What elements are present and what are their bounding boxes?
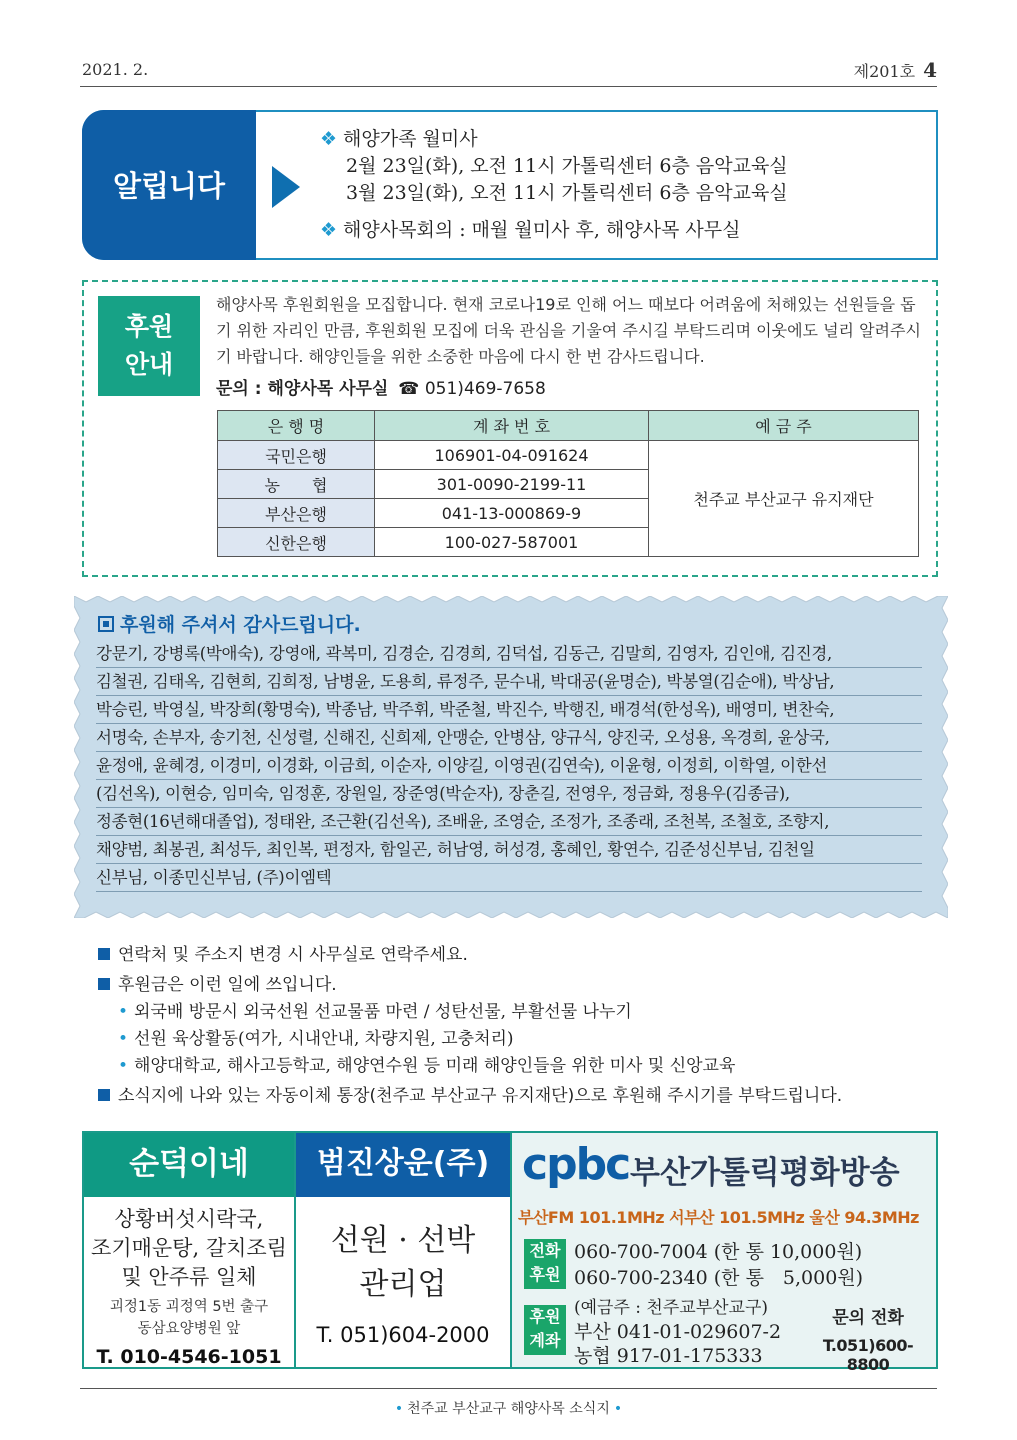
footer-divider (80, 1388, 937, 1389)
donor-line: 강문기, 강병록(박애숙), 강영애, 곽복미, 김경순, 김경희, 김덕섭, 김동근, 김말희, 김영자, 김인애, 김진경, (96, 640, 922, 668)
tag-line: 계좌 (529, 1331, 561, 1350)
notice-item-title: 해양가족 월미사 (343, 128, 478, 150)
table-row (218, 441, 919, 470)
info-bullet-text: 소식지에 나와 있는 자동이체 통장(천주교 부산교구 유지재단)으로 후원해 주시기를 부탁드립니다. (118, 1086, 843, 1106)
donation-info-box (82, 280, 938, 577)
bank-name: 신한은행 (218, 528, 375, 557)
ad-broadcast (512, 1133, 936, 1374)
account-number: 301-0090-2199-11 (375, 470, 649, 499)
notice-item (320, 217, 788, 244)
column-header: 은 행 명 (218, 411, 375, 441)
notice-body (320, 126, 788, 244)
thanks-panel (74, 596, 948, 918)
table-header-row (218, 411, 919, 441)
square-bullet-icon (98, 1089, 110, 1101)
donation-badge-line: 안내 (124, 350, 174, 379)
contact-phone: ☎ 051)469-7658 (398, 379, 546, 399)
info-bullet (98, 970, 337, 995)
play-arrow-icon (272, 166, 300, 208)
ad-shipping-service (296, 1219, 510, 1307)
account-table (217, 410, 919, 557)
square-bullet-icon (98, 978, 110, 990)
notice-item-title: 해양사목회의 : 매월 월미사 후, 해양사목 사무실 (343, 219, 741, 241)
issue-date: 2021. 2. (82, 60, 149, 79)
column-header: 예 금 주 (649, 411, 919, 441)
usage-item-text: 선원 육상활동(여가, 시내안내, 차량지원, 고충처리) (134, 1029, 514, 1049)
donation-contact (216, 374, 546, 399)
account-owner-line: (예금주 : 천주교부산교구) (574, 1298, 769, 1318)
account-owner: 천주교 부산교구 유지재단 (649, 441, 919, 557)
dot-icon: • (613, 1401, 623, 1417)
info-bullet-text: 연락처 및 주소지 변경 시 사무실로 연락주세요. (118, 945, 468, 965)
donor-line: 김철권, 김태옥, 김현희, 김희정, 남병윤, 도용희, 류정주, 문수내, 박대공(윤명순), 박봉열(김순애), 박상남, (96, 668, 922, 696)
thanks-title-text: 후원해 주셔서 감사드립니다. (120, 614, 361, 636)
issue-number (854, 58, 937, 82)
donor-line: (김선옥), 이현승, 임미숙, 임정훈, 장원일, 장준영(박순자), 장춘길, 전영우, 정금화, 정용우(김종금), (96, 780, 922, 808)
inquiry-tel: T.051)600-8800 (822, 1336, 914, 1374)
donor-line: 서명숙, 손부자, 송기천, 신성렬, 신해진, 신희제, 안맹순, 안병삼, 양규식, 양진국, 오성용, 옥경희, 윤상국, (96, 724, 922, 752)
info-bullet-text: 후원금은 이런 일에 쓰입니다. (118, 975, 337, 995)
account-line: 농협 917-01-175333 (574, 1345, 763, 1367)
notice-label: 알립니다 (112, 169, 226, 203)
tag-line: 후원 (529, 1265, 561, 1284)
inquiry-box (808, 1303, 928, 1374)
account-number: 041-13-000869-9 (375, 499, 649, 528)
notice-box (82, 110, 938, 260)
donation-description: 해양사목 후원회원을 모집합니다. 현재 코로나19로 인해 어느 때보다 어려움에 처해있는 선원들을 돕기 위한 자리인 만큼, 후원회원 모집에 더욱 관심을 기울여 주시길 부탁드리며 이웃에도 널리 알려주시기 바랍니다. 해양인들을 위한 소중한 마음에 다시 한 번 감사드립니다. (216, 295, 921, 366)
bank-name: 국민은행 (218, 441, 375, 470)
ad-frequencies: 부산FM 101.1MHz 서부산 101.5MHz 울산 94.3MHz (518, 1208, 919, 1227)
ad-service-line: 관리업 (359, 1267, 447, 1302)
dot-bullet-icon: • (118, 1056, 129, 1076)
ads-panel (82, 1131, 938, 1374)
dot-bullet-icon: • (118, 1002, 129, 1022)
dot-icon: • (394, 1401, 404, 1417)
ad-broadcast-header (512, 1133, 936, 1197)
ad-menu-line: 상황버섯시락국, (114, 1207, 264, 1231)
donor-line: 박승린, 박영실, 박장희(황명숙), 박종남, 박주휘, 박준철, 박진수, 박행진, 배경석(한성옥), 배영미, 변찬숙, (96, 696, 922, 724)
ad-restaurant-name: 순덕이네 (84, 1133, 294, 1197)
call-donation-line: 060-700-7004 (한 통 10,000원) (574, 1241, 863, 1263)
account-donation-tag (524, 1305, 566, 1355)
header-divider (80, 86, 937, 87)
square-bullet-icon (98, 616, 114, 632)
dot-bullet-icon: • (118, 1029, 129, 1049)
donor-line: 신부님, 이종민신부님, (주)이엠텍 (96, 864, 922, 892)
donor-line: 정종현(16년해대졸업), 정태완, 조근환(김선옥), 조배윤, 조영순, 조정가, 조종래, 조천복, 조철호, 조향지, (96, 808, 922, 836)
cpbc-logo: cpbc (522, 1139, 630, 1190)
bank-name: 부산은행 (218, 499, 375, 528)
usage-item (118, 1051, 735, 1076)
info-bullet (98, 1081, 842, 1106)
donation-badge-line: 후원 (124, 312, 174, 341)
ad-broadcast-name: 부산가톨릭평화방송 (630, 1155, 900, 1191)
ad-shipping (296, 1133, 512, 1367)
footer-text: 천주교 부산교구 해양사목 소식지 (407, 1401, 610, 1417)
ad-restaurant-body (84, 1197, 294, 1368)
ad-restaurant (84, 1133, 296, 1367)
ad-service-line: 선원 · 선박 (330, 1223, 476, 1258)
ad-shipping-tel: T. 051)604-2000 (316, 1323, 490, 1347)
footer (0, 1398, 1017, 1418)
notice-tab (82, 110, 256, 260)
tag-line: 전화 (529, 1241, 561, 1260)
issue-label: 제201호 (853, 62, 916, 81)
ad-address (84, 1296, 294, 1340)
donation-badge (98, 296, 200, 396)
donor-line: 윤정애, 윤혜경, 이경미, 이경화, 이금희, 이순자, 이양길, 이영권(김연숙), 이윤형, 이정희, 이학열, 이한선 (96, 752, 922, 780)
diamond-bullet-icon: ❖ (320, 219, 338, 241)
donor-line: 채양범, 최봉권, 최성두, 최인복, 편정자, 함일곤, 허남영, 허성경, 홍혜인, 황연수, 김준성신부님, 김천일 (96, 836, 922, 864)
usage-item (118, 1024, 514, 1049)
ad-menu-line: 및 안주류 일체 (121, 1265, 257, 1289)
notice-item-detail: 2월 23일(화), 오전 11시 가톨릭센터 6층 음악교육실 (346, 155, 788, 177)
info-bullet (98, 940, 468, 965)
ad-menu-line: 조기매운탕, 갈치조림 (91, 1236, 287, 1260)
page-number: 4 (923, 58, 937, 82)
usage-item-text: 외국배 방문시 외국선원 선교물품 마련 / 성탄선물, 부활선물 나누기 (134, 1002, 632, 1022)
ad-shipping-name: 범진상운(주) (296, 1133, 510, 1197)
ad-address-line: 괴정1동 괴정역 5번 출구 (109, 1299, 269, 1315)
contact-label: 문의 : 해양사목 사무실 (216, 379, 389, 399)
usage-item-text: 해양대학교, 해사고등학교, 해양연수원 등 미래 해양인들을 위한 미사 및 신앙교육 (134, 1056, 736, 1076)
call-donation-line: 060-700-2340 (한 통 5,000원) (574, 1267, 864, 1289)
tag-line: 후원 (529, 1307, 561, 1326)
ad-restaurant-tel: T. 010-4546-1051 (96, 1346, 282, 1368)
ad-shipping-body (296, 1219, 510, 1347)
inquiry-label: 문의 전화 (832, 1308, 904, 1328)
account-number: 106901-04-091624 (375, 441, 649, 470)
donor-list (96, 640, 922, 892)
diamond-bullet-icon: ❖ (320, 128, 338, 150)
notice-item (320, 126, 788, 153)
square-bullet-icon (98, 948, 110, 960)
account-line: 부산 041-01-029607-2 (574, 1321, 782, 1343)
column-header: 계 좌 번 호 (375, 411, 649, 441)
usage-item (118, 997, 632, 1022)
notice-item-detail: 3월 23일(화), 오전 11시 가톨릭센터 6층 음악교육실 (346, 182, 788, 204)
call-donation-tag (524, 1239, 566, 1289)
ad-address-line: 동삼요양병원 앞 (137, 1321, 241, 1337)
account-number: 100-027-587001 (375, 528, 649, 557)
thanks-title (98, 610, 361, 637)
bank-name: 농 협 (218, 470, 375, 499)
